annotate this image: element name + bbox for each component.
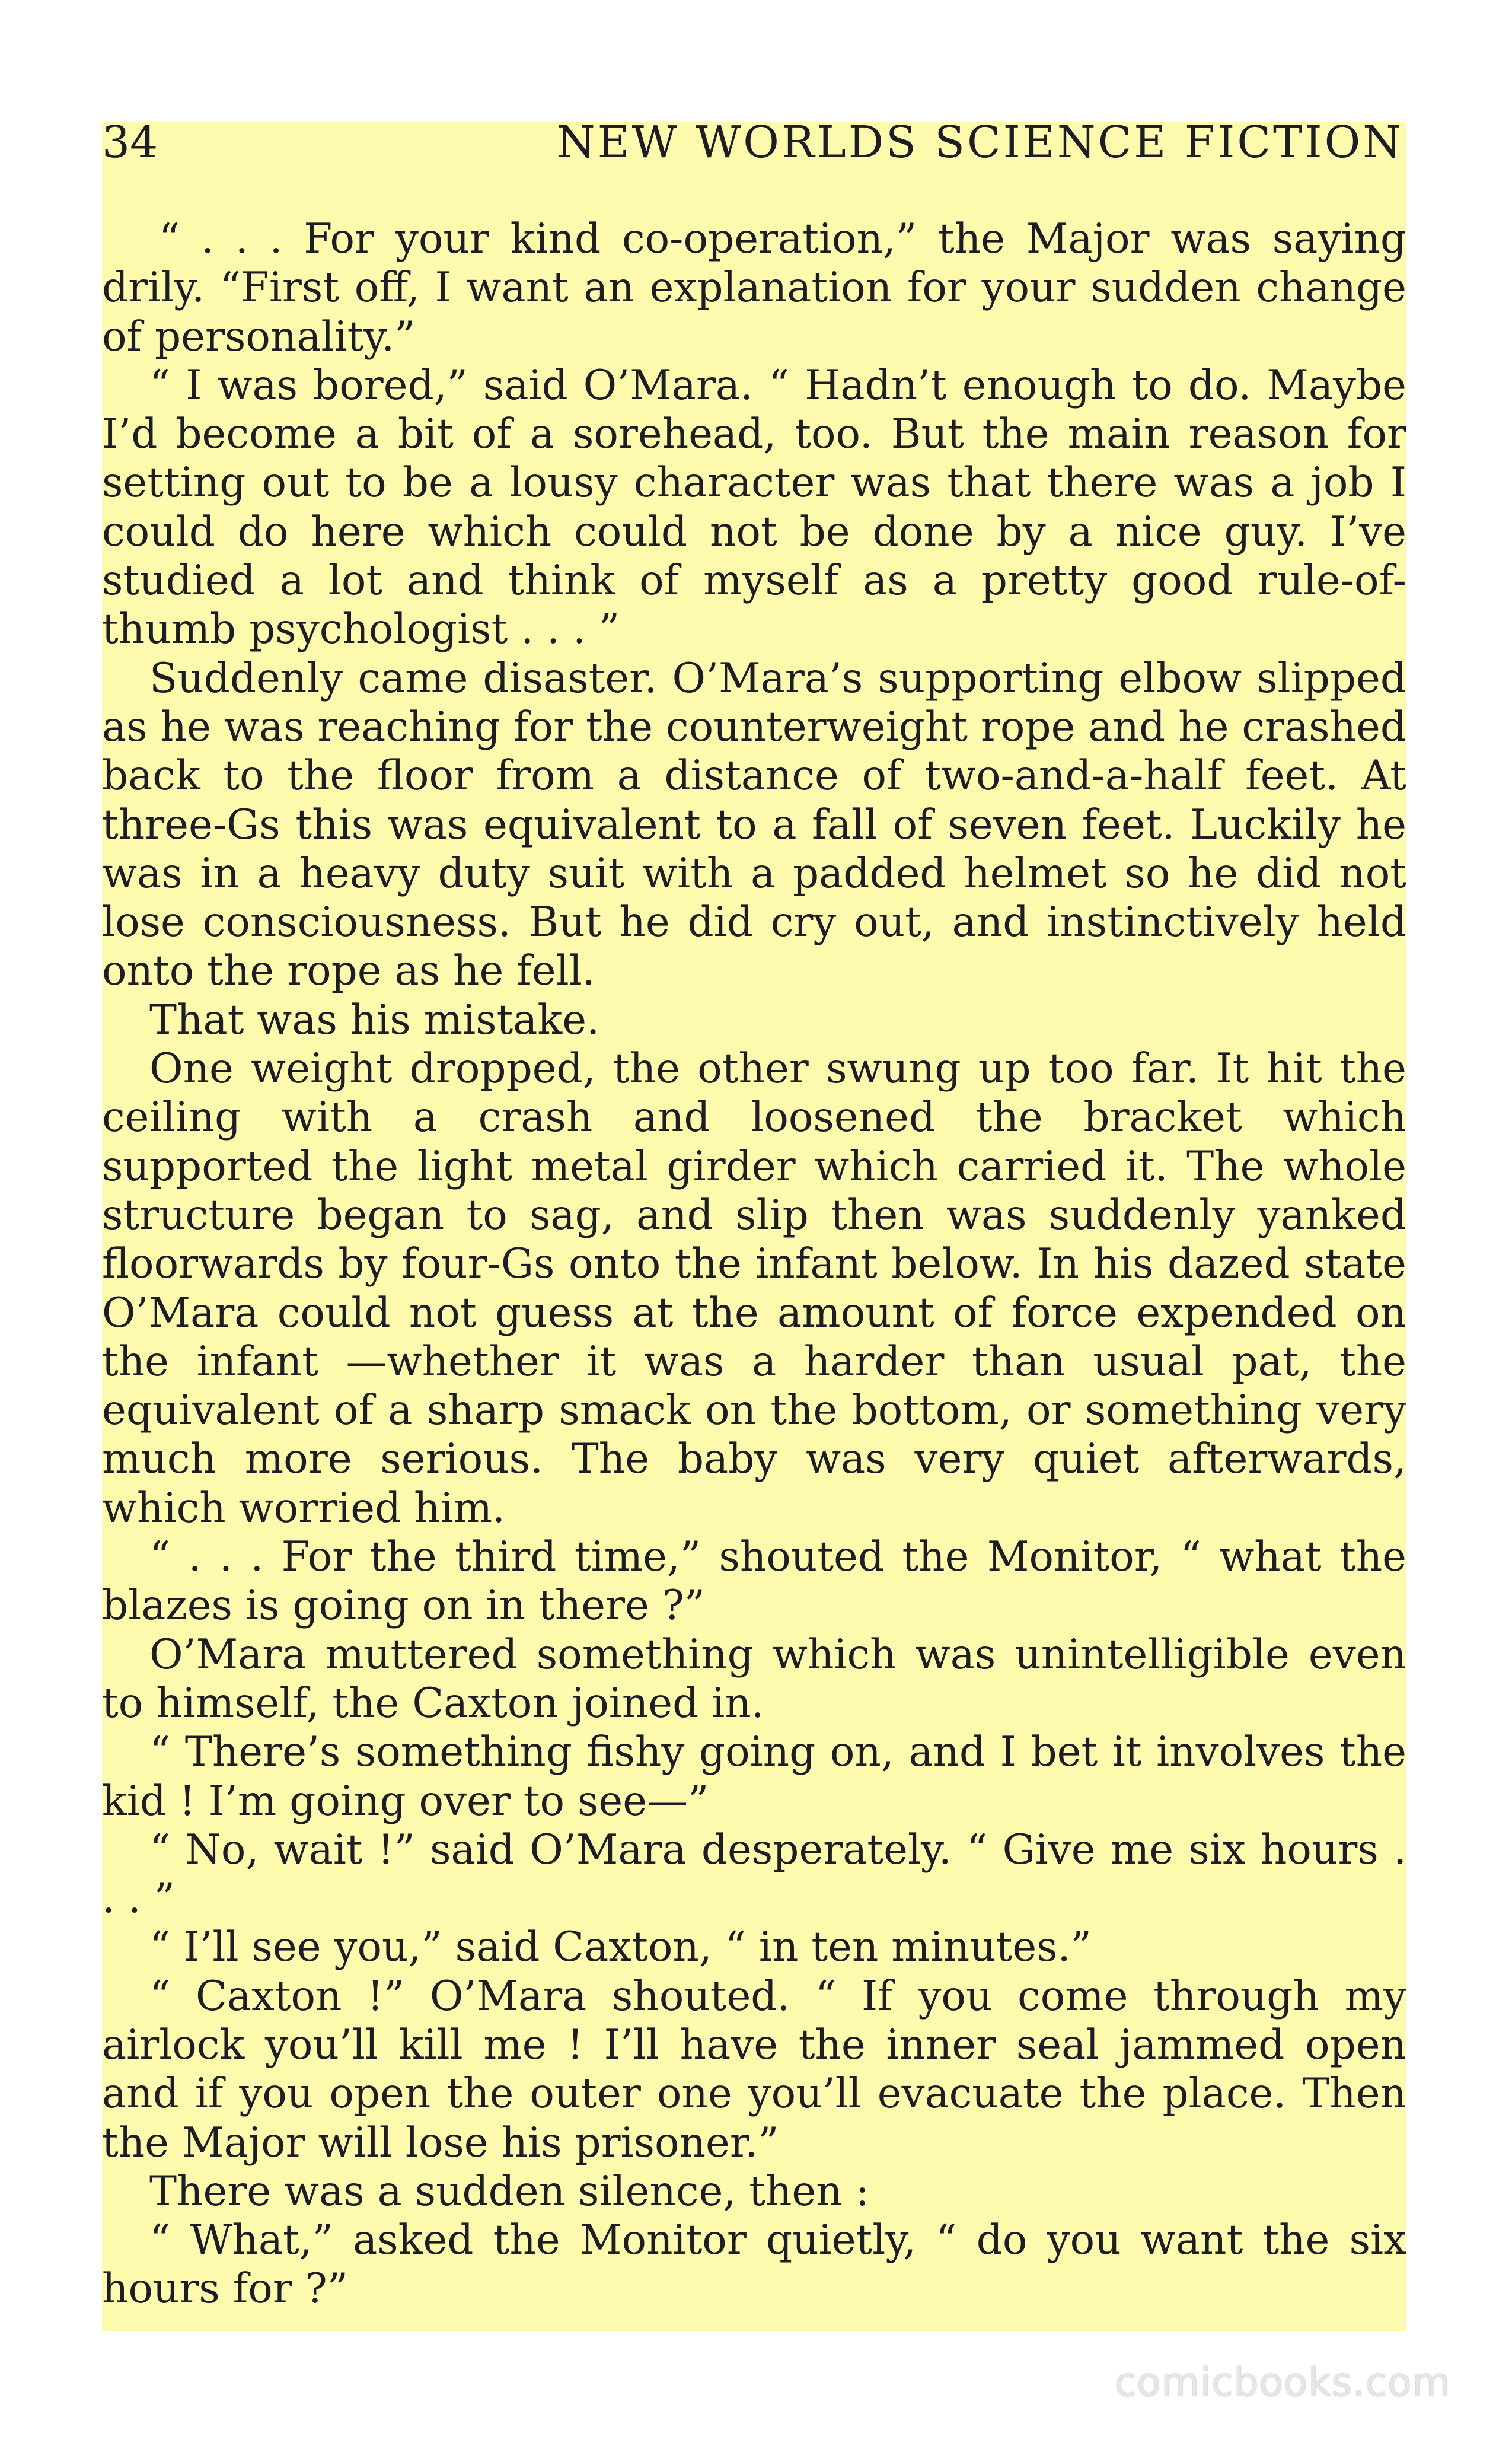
page-number: 34 [102, 117, 158, 168]
watermark: comicbooks.com [1115, 2359, 1451, 2405]
page-header [102, 113, 1403, 172]
paragraph: “ . . . For the third time,” shouted the Monitor, “ what the blazes is going on in there ?” [102, 1533, 1406, 1630]
story-text [102, 215, 1406, 2314]
paragraph: Suddenly came disaster. O’Mara’s supporting elbow slipped as he was reaching for the counterweight rope and he crashed back to the floor from a distance of two-and-a-half feet. At three-Gs this was equivalent to a fall of seven feet. Luckily he was in a heavy duty suit with a padded helmet so he did not lose consciousness. But he did cry out, and instinctively held onto the rope as he fell. [102, 654, 1406, 995]
paragraph: “ What,” asked the Monitor quietly, “ do you want the six hours for ?” [102, 2216, 1406, 2313]
paragraph: “ There’s something fishy going on, and I bet it involves the kid ! I’m going over to see—” [102, 1728, 1406, 1825]
paragraph: “ I’ll see you,” said Caxton, “ in ten minutes.” [149, 1923, 1092, 1972]
paragraph: That was his mistake. [149, 996, 599, 1044]
paragraph: “ Caxton !” O’Mara shouted. “ If you come through my airlock you’ll kill me ! I’ll have the inner seal jammed open and if you open the outer one you’ll evacuate the place. Then the Major will lose his prisoner.” [102, 1972, 1406, 2167]
paragraph: One weight dropped, the other swung up too far. It hit the ceiling with a crash and loosened the bracket which supported the light metal girder which carried it. The whole structure began to sag, and slip then was suddenly yanked floorwards by four-Gs onto the infant below. In his dazed state O’Mara could not guess at the amount of force expended on the infant —whether it was a harder than usual pat, the equivalent of a sharp smack on the bottom, or something very much more serious. The baby was very quiet afterwards, which worried him. [102, 1045, 1406, 1532]
paragraph: “ I was bored,” said O’Mara. “ Hadn’t enough to do. Maybe I’d become a bit of a sorehead, too. But the main reason for setting out to be a lousy character was that there was a job I could do here which could not be done by a nice guy. I’ve studied a lot and think of myself as a pretty good rule-of-thumb psychologist . . . ” [102, 361, 1406, 654]
paragraph: There was a sudden silence, then : [149, 2167, 869, 2215]
paragraph: “ . . . For your kind co-operation,” the Major was saying drily. “First off, I want an explanation for your sudden change of personality.” [102, 215, 1406, 361]
paragraph: O’Mara muttered something which was unintelligible even to himself, the Caxton joined in. [102, 1630, 1406, 1727]
running-title: NEW WORLDS SCIENCE FICTION [556, 117, 1403, 168]
paragraph: “ No, wait !” said O’Mara desperately. “ Give me six hours . . . ” [102, 1826, 1406, 1923]
